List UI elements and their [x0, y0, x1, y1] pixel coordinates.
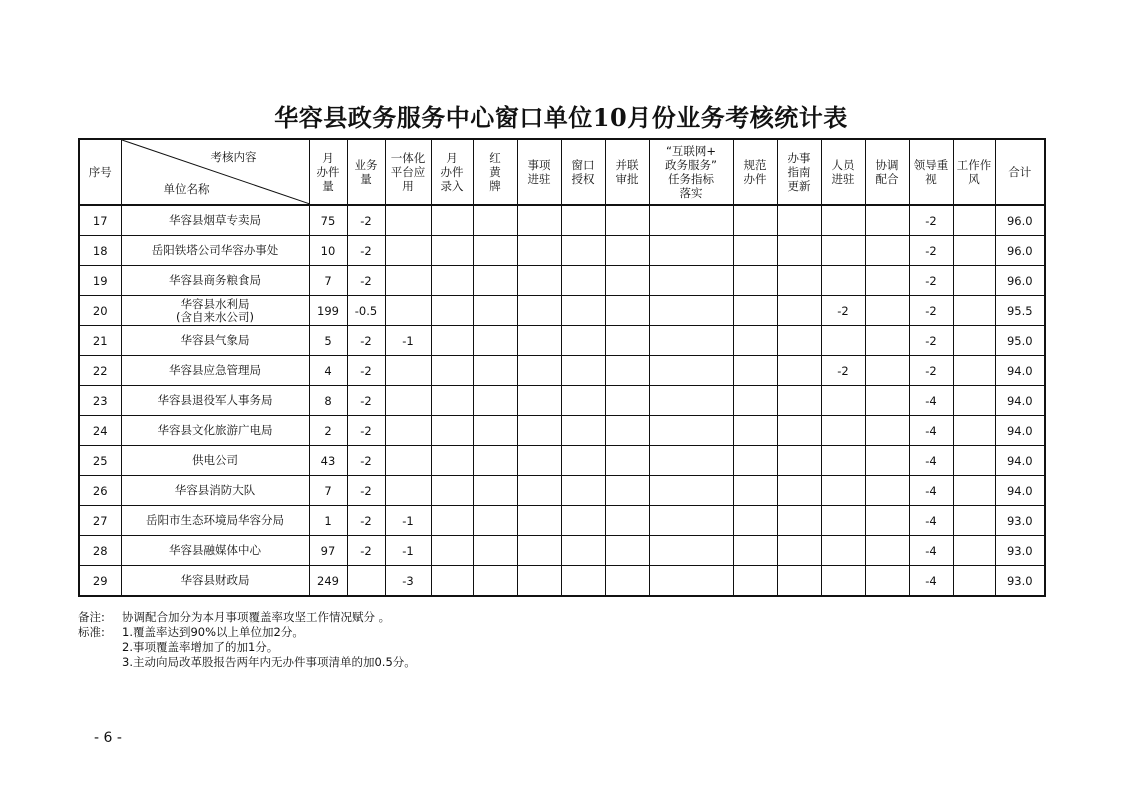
row-cell [649, 326, 733, 356]
row-cell [517, 356, 561, 386]
row-cell [385, 296, 431, 326]
row-cell [561, 416, 605, 446]
table-row [79, 236, 1045, 266]
header-col: “互联网+ 政务服务” 任务指标 落实 [649, 139, 733, 205]
row-cell [953, 266, 995, 296]
row-cell [473, 266, 517, 296]
header-col: 办事 指南 更新 [777, 139, 821, 205]
row-unit-name: 岳阳铁塔公司华容办事处 [121, 236, 309, 266]
header-col: 协调 配合 [865, 139, 909, 205]
row-cell: 4 [309, 356, 347, 386]
row-cell [473, 506, 517, 536]
row-cell: -2 [347, 386, 385, 416]
row-cell [605, 236, 649, 266]
row-cell: -2 [909, 205, 953, 236]
row-cell [385, 236, 431, 266]
table-row [79, 356, 1045, 386]
row-cell: 95.0 [995, 326, 1045, 356]
row-cell: 43 [309, 446, 347, 476]
row-cell [777, 566, 821, 597]
row-cell [733, 386, 777, 416]
row-cell [385, 416, 431, 446]
row-cell [733, 416, 777, 446]
row-cell [605, 566, 649, 597]
row-cell: -2 [821, 356, 865, 386]
row-cell [953, 356, 995, 386]
row-cell: 93.0 [995, 536, 1045, 566]
row-cell [821, 536, 865, 566]
row-cell [865, 386, 909, 416]
row-cell [561, 446, 605, 476]
row-seq: 17 [79, 205, 121, 236]
row-cell: -2 [347, 266, 385, 296]
row-cell [953, 536, 995, 566]
row-cell [733, 205, 777, 236]
row-cell [347, 566, 385, 597]
row-seq: 29 [79, 566, 121, 597]
row-cell [385, 356, 431, 386]
header-diagonal-cell [121, 139, 309, 205]
row-cell: -1 [385, 506, 431, 536]
row-cell [517, 446, 561, 476]
table-row [79, 205, 1045, 236]
row-cell [385, 266, 431, 296]
row-cell: -4 [909, 506, 953, 536]
row-unit-name: 华容县烟草专卖局 [121, 205, 309, 236]
row-cell [865, 266, 909, 296]
header-col: 领导重 视 [909, 139, 953, 205]
row-cell [605, 266, 649, 296]
row-cell: 94.0 [995, 446, 1045, 476]
row-cell [385, 476, 431, 506]
row-cell [953, 416, 995, 446]
row-cell [865, 446, 909, 476]
header-col: 规范 办件 [733, 139, 777, 205]
row-cell [431, 296, 473, 326]
table-row [79, 326, 1045, 356]
table-row [79, 296, 1045, 326]
row-cell [777, 205, 821, 236]
row-cell: -2 [347, 416, 385, 446]
row-seq: 22 [79, 356, 121, 386]
row-cell: 96.0 [995, 266, 1045, 296]
row-cell [821, 236, 865, 266]
row-cell [473, 416, 517, 446]
row-cell: 5 [309, 326, 347, 356]
row-cell [517, 266, 561, 296]
row-cell: 94.0 [995, 416, 1045, 446]
row-cell [517, 536, 561, 566]
row-unit-name: 华容县融媒体中心 [121, 536, 309, 566]
row-unit-name: 华容县文化旅游广电局 [121, 416, 309, 446]
row-cell [649, 296, 733, 326]
row-cell [473, 536, 517, 566]
row-cell [561, 566, 605, 597]
header-col: 窗口 授权 [561, 139, 605, 205]
row-cell [649, 386, 733, 416]
row-cell [821, 205, 865, 236]
row-cell [649, 566, 733, 597]
row-cell [733, 536, 777, 566]
row-cell [649, 536, 733, 566]
row-cell [777, 266, 821, 296]
row-cell [561, 236, 605, 266]
row-cell [473, 386, 517, 416]
row-cell: -4 [909, 476, 953, 506]
header-col: 红 黄 牌 [473, 139, 517, 205]
row-cell [821, 446, 865, 476]
row-cell [777, 506, 821, 536]
row-cell [865, 356, 909, 386]
row-cell [473, 566, 517, 597]
row-cell [821, 326, 865, 356]
row-cell [821, 506, 865, 536]
row-cell [517, 566, 561, 597]
row-cell: 75 [309, 205, 347, 236]
row-cell [865, 566, 909, 597]
row-cell [733, 266, 777, 296]
row-cell: -2 [347, 506, 385, 536]
row-cell: 249 [309, 566, 347, 597]
row-cell: 94.0 [995, 476, 1045, 506]
row-cell [561, 536, 605, 566]
row-cell: -2 [347, 236, 385, 266]
header-col: 月 办件 录入 [431, 139, 473, 205]
row-seq: 21 [79, 326, 121, 356]
row-cell [473, 476, 517, 506]
row-cell [605, 356, 649, 386]
row-cell: 199 [309, 296, 347, 326]
header-col: 人员 进驻 [821, 139, 865, 205]
row-cell [561, 476, 605, 506]
row-cell: 97 [309, 536, 347, 566]
row-cell [953, 296, 995, 326]
header-unit-name: 单位名称 [163, 182, 210, 196]
row-cell [733, 296, 777, 326]
row-cell [777, 326, 821, 356]
row-cell [431, 205, 473, 236]
row-cell [953, 566, 995, 597]
row-cell [777, 236, 821, 266]
row-cell [865, 506, 909, 536]
row-cell [865, 326, 909, 356]
header-col: 合计 [995, 139, 1045, 205]
row-cell [517, 476, 561, 506]
table-row [79, 536, 1045, 566]
row-cell: -0.5 [347, 296, 385, 326]
row-seq: 28 [79, 536, 121, 566]
row-cell [605, 205, 649, 236]
row-seq: 24 [79, 416, 121, 446]
row-cell [821, 476, 865, 506]
row-cell [777, 356, 821, 386]
row-cell [517, 506, 561, 536]
row-cell [605, 416, 649, 446]
header-col: 并联 审批 [605, 139, 649, 205]
row-unit-name: 华容县退役军人事务局 [121, 386, 309, 416]
row-cell [431, 446, 473, 476]
row-cell: 95.5 [995, 296, 1045, 326]
row-cell [517, 236, 561, 266]
row-cell [561, 205, 605, 236]
row-cell [865, 416, 909, 446]
row-unit-name: 华容县水利局 (含自来水公司) [121, 296, 309, 326]
row-cell: 10 [309, 236, 347, 266]
row-cell [865, 476, 909, 506]
row-cell [431, 236, 473, 266]
page-number: - 6 - [94, 730, 122, 746]
table-row [79, 416, 1045, 446]
row-seq: 19 [79, 266, 121, 296]
row-cell: -2 [347, 476, 385, 506]
row-cell: -2 [909, 296, 953, 326]
row-cell [777, 296, 821, 326]
row-cell [385, 205, 431, 236]
row-cell [517, 296, 561, 326]
row-cell [953, 506, 995, 536]
table-row [79, 386, 1045, 416]
row-cell [605, 446, 649, 476]
table-row [79, 506, 1045, 536]
row-cell: -2 [909, 236, 953, 266]
row-cell [953, 386, 995, 416]
row-cell [649, 506, 733, 536]
row-cell [431, 266, 473, 296]
header-col: 工作作 风 [953, 139, 995, 205]
notes-label: 备注: [78, 610, 105, 624]
row-cell [649, 205, 733, 236]
row-cell [517, 326, 561, 356]
row-cell [865, 236, 909, 266]
row-cell: -1 [385, 326, 431, 356]
row-cell [821, 386, 865, 416]
row-cell: -2 [347, 446, 385, 476]
row-cell [649, 236, 733, 266]
row-cell [431, 356, 473, 386]
row-cell: -4 [909, 446, 953, 476]
row-cell: 8 [309, 386, 347, 416]
row-cell [733, 476, 777, 506]
row-cell: -2 [909, 326, 953, 356]
row-cell [953, 326, 995, 356]
row-cell [649, 446, 733, 476]
row-unit-name: 华容县财政局 [121, 566, 309, 597]
row-cell [733, 326, 777, 356]
row-cell [733, 356, 777, 386]
row-cell: 96.0 [995, 236, 1045, 266]
row-cell [865, 205, 909, 236]
row-cell [777, 446, 821, 476]
header-col: 事项 进驻 [517, 139, 561, 205]
row-cell [953, 446, 995, 476]
header-assessment-content: 考核内容 [210, 150, 257, 164]
row-cell: 93.0 [995, 566, 1045, 597]
row-cell [821, 266, 865, 296]
row-unit-name: 华容县消防大队 [121, 476, 309, 506]
standard-line: 2.事项覆盖率增加了的加1分。 [122, 640, 279, 654]
row-cell: 96.0 [995, 205, 1045, 236]
row-cell [953, 205, 995, 236]
notes-line: 协调配合加分为本月事项覆盖率攻坚工作情况赋分 。 [122, 610, 391, 624]
table-row [79, 446, 1045, 476]
row-cell: -4 [909, 416, 953, 446]
row-cell [953, 476, 995, 506]
row-cell [605, 476, 649, 506]
row-cell [733, 566, 777, 597]
row-cell [561, 386, 605, 416]
row-cell [777, 476, 821, 506]
row-cell [431, 416, 473, 446]
header-col: 业务 量 [347, 139, 385, 205]
row-cell: -4 [909, 536, 953, 566]
row-cell [473, 205, 517, 236]
row-cell [385, 386, 431, 416]
page-title: 华容县政务服务中心窗口单位10月份业务考核统计表 [274, 103, 848, 132]
row-cell [431, 536, 473, 566]
standard-label: 标准: [78, 625, 105, 639]
row-cell [473, 296, 517, 326]
row-cell [649, 416, 733, 446]
row-unit-name: 华容县应急管理局 [121, 356, 309, 386]
row-cell [561, 296, 605, 326]
row-cell: -2 [347, 326, 385, 356]
row-cell [473, 326, 517, 356]
row-cell [385, 446, 431, 476]
row-cell [777, 386, 821, 416]
row-cell [605, 386, 649, 416]
row-cell [517, 386, 561, 416]
row-cell [605, 506, 649, 536]
row-cell [473, 236, 517, 266]
row-unit-name: 华容县气象局 [121, 326, 309, 356]
row-cell: 7 [309, 476, 347, 506]
row-unit-name: 华容县商务粮食局 [121, 266, 309, 296]
row-cell: -3 [385, 566, 431, 597]
row-cell: -2 [347, 356, 385, 386]
row-cell: -2 [347, 205, 385, 236]
row-cell [517, 205, 561, 236]
row-cell [649, 476, 733, 506]
row-seq: 18 [79, 236, 121, 266]
row-cell: -4 [909, 386, 953, 416]
row-cell: -2 [909, 356, 953, 386]
row-cell [473, 446, 517, 476]
row-seq: 26 [79, 476, 121, 506]
row-cell [605, 326, 649, 356]
row-cell [865, 536, 909, 566]
standard-line: 3.主动向局改革股报告两年内无办件事项清单的加0.5分。 [122, 655, 416, 669]
row-cell [821, 416, 865, 446]
row-seq: 27 [79, 506, 121, 536]
row-cell [561, 506, 605, 536]
row-cell: -4 [909, 566, 953, 597]
table-row [79, 266, 1045, 296]
row-cell [733, 446, 777, 476]
row-cell: -2 [347, 536, 385, 566]
row-cell: -1 [385, 536, 431, 566]
row-cell [649, 356, 733, 386]
row-cell [431, 506, 473, 536]
row-cell: 1 [309, 506, 347, 536]
row-cell [431, 326, 473, 356]
row-cell: 94.0 [995, 386, 1045, 416]
row-cell [865, 296, 909, 326]
row-cell [561, 326, 605, 356]
notes [78, 610, 416, 670]
header-seq: 序号 [79, 139, 121, 205]
row-cell: 94.0 [995, 356, 1045, 386]
row-cell [605, 296, 649, 326]
row-cell: -2 [909, 266, 953, 296]
row-cell [777, 536, 821, 566]
row-cell: 7 [309, 266, 347, 296]
row-cell [561, 266, 605, 296]
table-row [79, 566, 1045, 597]
row-cell [821, 566, 865, 597]
row-cell [431, 386, 473, 416]
header-col: 月 办件 量 [309, 139, 347, 205]
header-col: 一体化 平台应 用 [385, 139, 431, 205]
row-cell: 93.0 [995, 506, 1045, 536]
row-unit-name: 供电公司 [121, 446, 309, 476]
row-seq: 20 [79, 296, 121, 326]
row-cell [431, 566, 473, 597]
row-seq: 25 [79, 446, 121, 476]
row-cell [431, 476, 473, 506]
assessment-table [78, 138, 1046, 597]
row-cell: 2 [309, 416, 347, 446]
row-seq: 23 [79, 386, 121, 416]
row-cell: -2 [821, 296, 865, 326]
row-cell [733, 236, 777, 266]
row-cell [561, 356, 605, 386]
table-header-row [79, 139, 1045, 205]
row-unit-name: 岳阳市生态环境局华容分局 [121, 506, 309, 536]
row-cell [953, 236, 995, 266]
row-cell [733, 506, 777, 536]
row-cell [517, 416, 561, 446]
row-cell [605, 536, 649, 566]
row-cell [473, 356, 517, 386]
table-row [79, 476, 1045, 506]
standard-line: 1.覆盖率达到90%以上单位加2分。 [122, 625, 304, 639]
row-cell [649, 266, 733, 296]
row-cell [777, 416, 821, 446]
